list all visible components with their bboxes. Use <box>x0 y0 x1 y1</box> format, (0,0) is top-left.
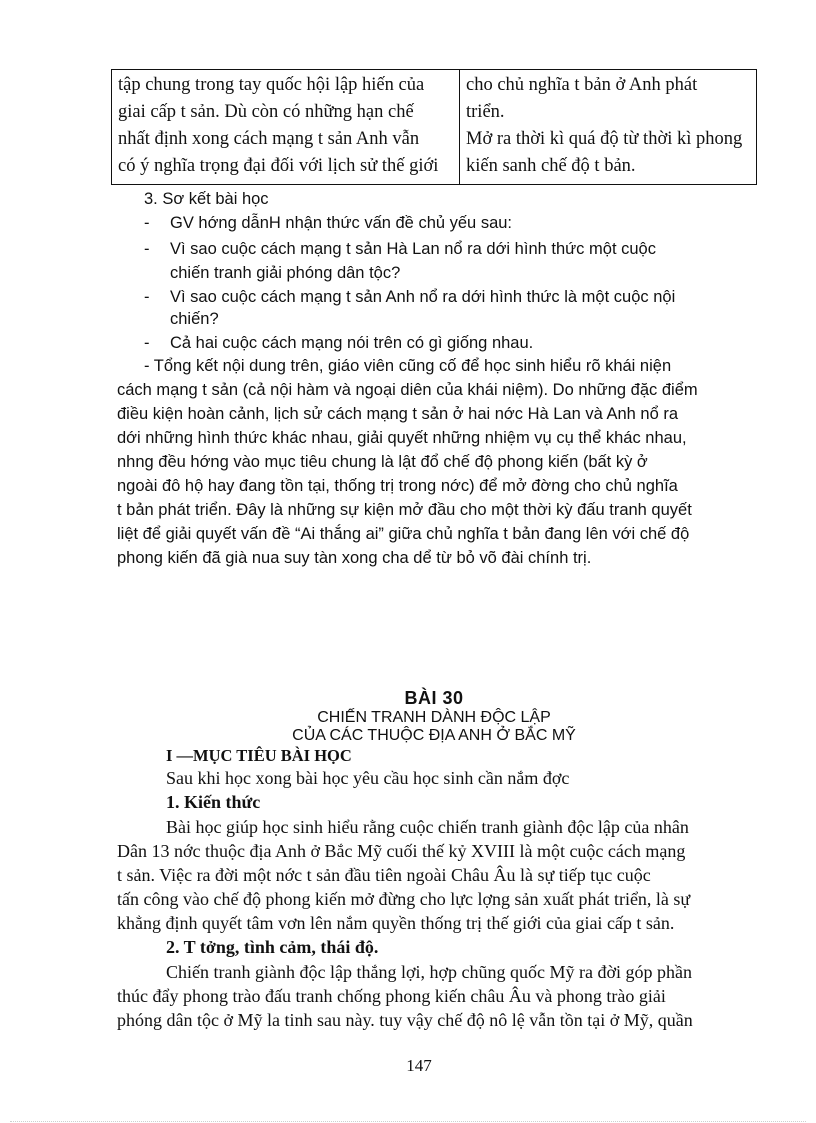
summary-paragraph-line: dới những hình thức khác nhau, giải quyết những nhiệm vụ cụ thể khác nhau, <box>117 429 687 447</box>
knowledge-line: t sản. Việc ra đời một nớc t sản đầu tiên ngoài Châu Âu là sự tiếp tục cuộc <box>117 865 651 885</box>
attitude-line: thúc đẩy phong trào đấu tranh chống phong kiến châu Âu và phong trào giải <box>117 986 666 1006</box>
objectives-intro: Sau khi học xong bài học yêu cầu học sinh cần nắm đợc <box>166 768 570 788</box>
lesson-title-line1: CHIẾN TRANH DÀNH ĐỘC LẬP <box>317 709 551 726</box>
lesson-title-line2: CỦA CÁC THUỘC ĐỊA ANH Ở BẮC MỸ <box>292 727 576 744</box>
summary-paragraph-line: liệt để giải quyết vấn đề “Ai thắng ai” giữa chủ nghĩa t bản đang lên với chế độ <box>117 525 690 543</box>
page-bottom-divider <box>10 1121 806 1122</box>
bullet-mark: - <box>144 334 150 352</box>
table-cell-left <box>112 70 460 185</box>
knowledge-line: Bài học giúp học sinh hiểu rằng cuộc chiến tranh giành độc lập của nhân <box>166 817 689 837</box>
table-cell-line: nhất định xong cách mạng t sản Anh vẫn <box>118 129 420 149</box>
summary-paragraph-line: nhng đều hớng vào mục tiêu chung là lật đổ chế độ phong kiến (bất kỳ ở <box>117 453 648 471</box>
summary-bullet: Cả hai cuộc cách mạng nói trên có gì giống nhau. <box>170 334 534 352</box>
summary-bullet: GV hớng dẫnH nhận thức vấn đề chủ yếu sau: <box>170 214 513 232</box>
lesson-number: BÀI 30 <box>404 688 464 708</box>
subheading-attitude: 2. T tởng, tình cảm, thái độ. <box>166 937 379 957</box>
section-heading-objectives: I —MỤC TIÊU BÀI HỌC <box>166 746 352 765</box>
summary-paragraph-line: cách mạng t sản (cả nội hàm và ngoại diên của khái niệm). Do những đặc điểm <box>117 381 698 399</box>
attitude-line: Chiến tranh giành độc lập thắng lợi, hợp chũng quốc Mỹ ra đời góp phần <box>166 962 692 982</box>
bullet-mark: - <box>144 240 150 258</box>
summary-paragraph-line: ngoài đô hộ hay đang tồn tại, thống trị trong nớc) để mở đờng cho chủ nghĩa <box>117 477 678 495</box>
table-cell-line: giai cấp t sản. Dù còn có những hạn chế <box>118 102 414 122</box>
table-cell-right <box>460 70 757 185</box>
knowledge-line: tấn công vào chế độ phong kiến mở đừng cho lực lợng sản xuất phát triển, là sự <box>117 889 691 909</box>
bullet-mark: - <box>144 214 150 232</box>
attitude-line: phóng dân tộc ở Mỹ la tinh sau này. tuy vậy chế độ nô lệ vẫn tồn tại ở Mỹ, quần <box>117 1010 693 1030</box>
comparison-table <box>111 69 757 185</box>
summary-bullet-continuation: chiến? <box>170 310 219 328</box>
summary-paragraph-line: phong kiến đã già nua suy tàn xong cha dể từ bỏ võ đài chính trị. <box>117 549 592 567</box>
page-number: 147 <box>406 1056 432 1075</box>
summary-paragraph-line: t bản phát triển. Đây là những sự kiện mở đầu cho một thời kỳ đấu tranh quyết <box>117 501 692 519</box>
summary-paragraph-line: - Tổng kết nội dung trên, giáo viên cũng cố để học sinh hiểu rõ khái niện <box>144 357 672 375</box>
table-cell-line: triển. <box>466 102 505 122</box>
summary-paragraph-line: điều kiện hoàn cảnh, lịch sử cách mạng t sản ở hai nớc Hà Lan và Anh nổ ra <box>117 405 679 423</box>
table-cell-line: cho chủ nghĩa t bản ở Anh phát <box>466 75 698 95</box>
summary-bullet: Vì sao cuộc cách mạng t sản Anh nổ ra dới hình thức là một cuộc nội <box>170 288 676 306</box>
table-cell-line: có ý nghĩa trọng đại đối với lịch sử thế giới <box>118 156 439 176</box>
subheading-knowledge: 1. Kiến thức <box>166 792 261 812</box>
knowledge-line: Dân 13 nớc thuộc địa Anh ở Bắc Mỹ cuối thế kỷ XVIII là một cuộc cách mạng <box>117 841 686 861</box>
table-cell-line: tập chung trong tay quốc hội lập hiến của <box>118 75 425 95</box>
table-cell-line: kiến sanh chế độ t bản. <box>466 156 636 176</box>
bullet-mark: - <box>144 288 150 306</box>
knowledge-line: khẳng định quyết tâm vơn lên nắm quyền thống trị thế giới của giai cấp t sản. <box>117 913 675 933</box>
summary-bullet: Vì sao cuộc cách mạng t sản Hà Lan nổ ra dới hình thức một cuộc <box>170 240 656 258</box>
table-row <box>112 70 757 185</box>
table-cell-line: Mở ra thời kì quá độ từ thời kì phong <box>466 129 743 149</box>
summary-bullet-continuation: chiến tranh giải phóng dân tộc? <box>170 264 401 282</box>
summary-heading: 3. Sơ kết bài học <box>144 190 269 208</box>
